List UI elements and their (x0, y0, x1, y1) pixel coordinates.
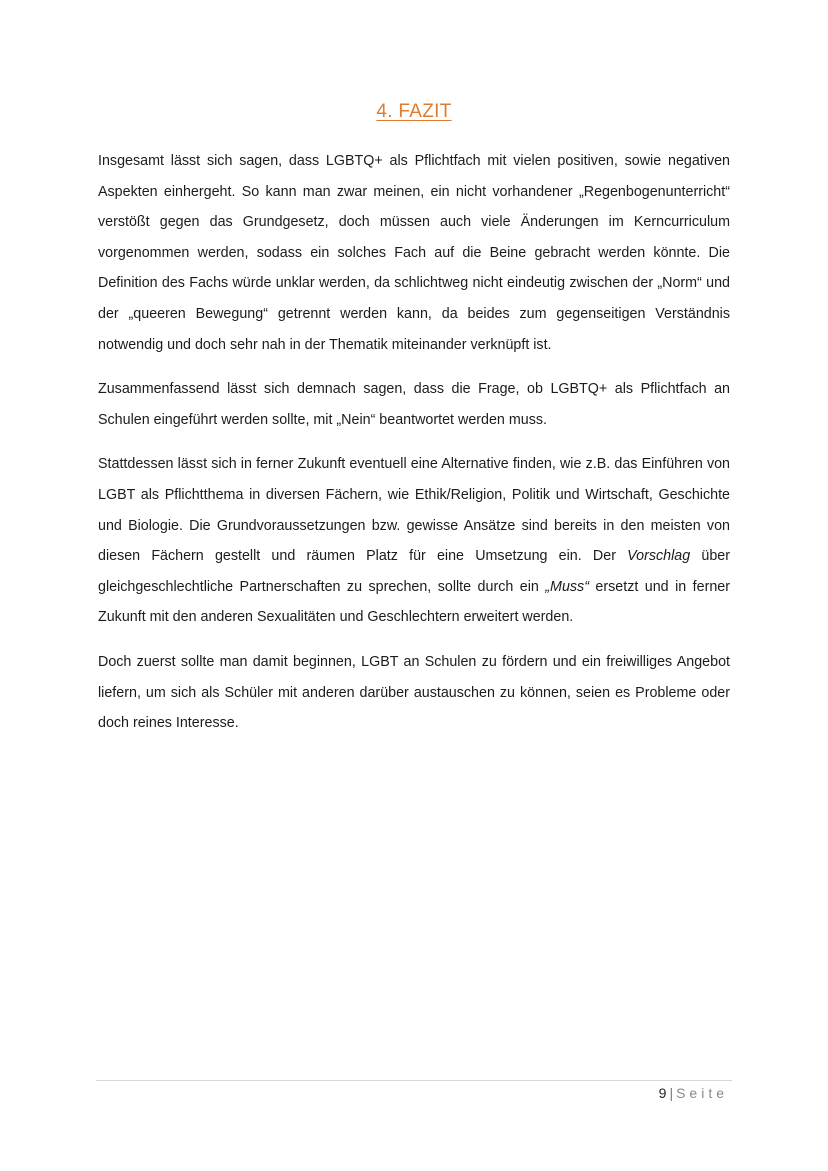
body-text (98, 146, 730, 753)
footer-divider (96, 1080, 732, 1081)
footer-separator: | (669, 1085, 674, 1101)
paragraph (98, 374, 730, 435)
paragraph (98, 647, 730, 739)
page-number: 9 (658, 1085, 667, 1101)
paragraph (98, 146, 730, 360)
paragraph-text: Insgesamt lässt sich sagen, dass LGBTQ+ als Pflichtfach mit vielen positiven, sowie negativen Aspekten einhergeht. So kann man zwar meinen, ein nicht vorhandener „Regenbogenunterricht“ verstößt gegen das Grundgesetz, doch müssen auch viele Änderungen im Kerncurriculum vorgenommen werden, sodass ein solches Fach auf die Beine gebracht werden könnte. Die Definition des Fachs würde unklar werden, da schlichtweg nicht eindeutig zwischen der „Norm“ und der „queeren Bewegung“ getrennt werden kann, da beides zum gegenseitigen Verständnis notwendig und doch sehr nah in der Thematik miteinander verknüpft ist. (98, 153, 730, 353)
paragraph-text: Zusammenfassend lässt sich demnach sagen, dass die Frage, ob LGBTQ+ als Pflichtfach an Schulen eingeführt werden sollte, mit „Nein“ beantwortet werden muss. (98, 381, 730, 428)
paragraph-text: über gleichgeschlechtliche Partnerschaften zu sprechen, sollte durch ein (98, 548, 731, 595)
paragraph-text: Doch zuerst sollte man damit beginnen, LGBT an Schulen zu fördern und ein freiwilliges Angebot liefern, um sich als Schüler mit anderen darüber austauschen zu können, seien es Probleme oder doch reines Interesse. (98, 653, 730, 732)
emphasis-vorschlag: Vorschlag (627, 548, 691, 565)
paragraph-text: Stattdessen lässt sich in ferner Zukunft eventuell eine Alternative finden, wie z.B. das Einführen von LGBT als Pflichtthema in diversen Fächern, wie Ethik/Religion, Politik und Wirtschaft, Geschichte und Biologie. Die Grundvoraussetzungen bzw. gewisse Ansätze sind bereits in den meisten von diesen Fächern gestellt und räumen Platz für eine Umsetzung ein. Der (98, 456, 730, 565)
page-label: Seite (676, 1085, 728, 1101)
paragraph (98, 449, 730, 633)
paragraph-text: ersetzt und in ferner Zukunft mit den anderen Sexualitäten und Geschlechtern erweitert werden. (98, 578, 730, 626)
section-heading: 4. FAZIT (376, 101, 452, 122)
emphasis-muss: „Muss“ (545, 578, 589, 595)
page-footer (659, 1085, 728, 1101)
